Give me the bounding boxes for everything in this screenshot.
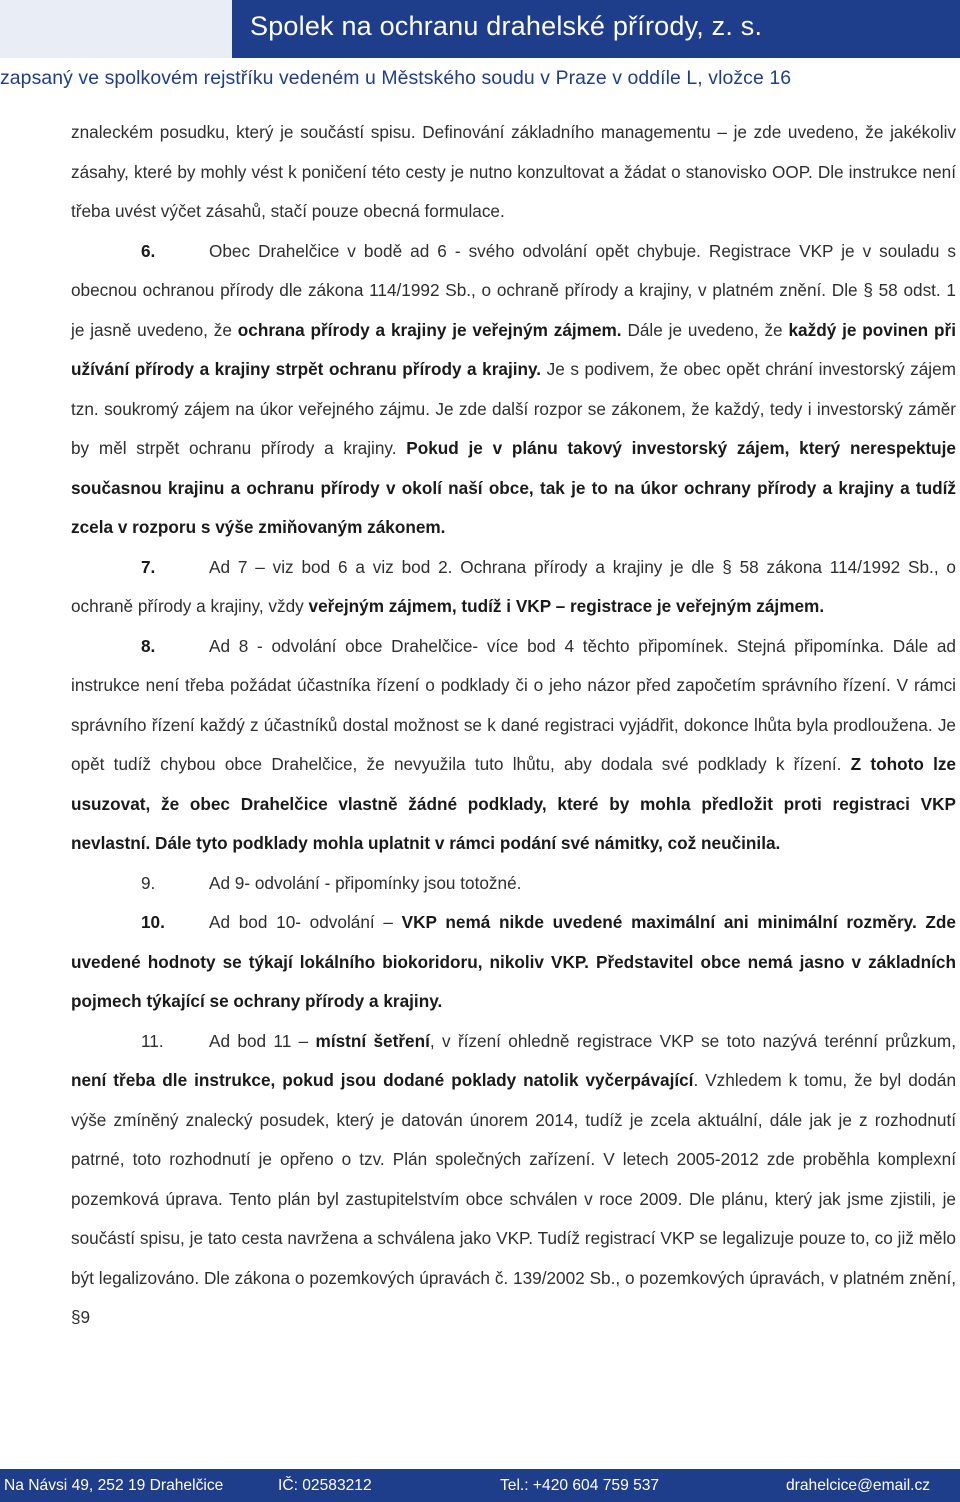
paragraph-item-8: 8. Ad 8 - odvolání obce Drahelčice- více bod 4 těchto připomínek. Stejná připomínka. Dále ad instrukce není třeba požádat účastníka řízení o podklady či o jeho názor před započetím správního řízení. V rámci správního řízení každý z účastníků dostal možnost se k dané registraci vyjádřit, dokonce lhůta byla prodloužena. Je opět tudíž chybou obce Drahelčice, že nevyužila tuto lhůtu, aby dodala své podklady k řízení. Z tohoto lze usuzovat, že obec Drahelčice vlastně žádné podklady, které by mohla předložit proti registraci VKP nevlastní. Dále tyto podklady mohla uplatnit v rámci podání své námitky, což neučinila. [71, 627, 956, 864]
item-number: 11. [141, 1030, 164, 1051]
footer-address: Na Návsi 49, 252 19 Drahelčice [4, 1477, 224, 1494]
paragraph-item-10: 10. Ad bod 10- odvolání – VKP nemá nikde uvedené maximální ani minimální rozměry. Zde uvedené hodnoty se týkají lokálního biokoridoru, nikoliv VKP. Představitel obce nemá jasno v základních pojmech týkající se ochrany přírody a krajiny. [71, 903, 956, 1022]
item-number: 7. [141, 556, 156, 577]
letterhead [0, 0, 960, 98]
registry-note: zapsaný ve spolkovém rejstříku vedeném u Městského soudu v Praze v oddíle L, vložce 16 [0, 67, 792, 89]
paragraph-item-11: 11. Ad bod 11 – místní šetření, v řízení ohledně registrace VKP se toto nazývá terénní průzkum, není třeba dle instrukce, pokud jsou dodané poklady natolik vyčerpávající. Vzhledem k tomu, že byl dodán výše zmíněný znalecký posudek, který je datován únorem 2014, tudíž je zcela aktuální, dále jak je z rozhodnutí patrné, toto rozhodnutí je opřeno o tzv. Plán společných zařízení. V letech 2005-2012 zde proběhla komplexní pozemková úprava. Tento plán byl zastupitelstvím obce schválen v roce 2009. Dle plánu, který jak jsme zjistili, je součástí spisu, je tato cesta navržena a schválena jako VKP. Tudíž registrací VKP se legalizuje pouze to, co již mělo být legalizováno. Dle zákona o pozemkových úpravách č. 139/2002 Sb., o pozemkových úpravách, v platném znění, §9 [71, 1022, 956, 1338]
paragraph-item-6: 6. Obec Drahelčice v bodě ad 6 - svého odvolání opět chybuje. Registrace VKP je v souladu s obecnou ochranou přírody dle zákona 114/1992 Sb., o ochraně přírody a krajiny, v platném znění. Dle § 58 odst. 1 je jasně uvedeno, že ochrana přírody a krajiny je veřejným zájmem. Dále je uvedeno, že každý je povinen při užívání přírody a krajiny strpět ochranu přírody a krajiny. Je s podivem, že obec opět chrání investorský zájem tzn. soukromý zájem na úkor veřejného zájmu. Je zde další rozpor se zákonem, že každý, tedy i investorský záměr by měl strpět ochranu přírody a krajiny. Pokud je v plánu takový investorský zájem, který nerespektuje současnou krajinu a ochranu přírody v okolí naší obce, tak je to na úkor ochrany přírody a krajiny a tudíž zcela v rozporu s výše zmiňovaným zákonem. [71, 232, 956, 548]
paragraph-item-7: 7. Ad 7 – viz bod 6 a viz bod 2. Ochrana přírody a krajiny je dle § 58 zákona 114/1992 Sb., o ochraně přírody a krajiny, vždy veřejným zájmem, tudíž i VKP – registrace je veřejným zájmem. [71, 548, 956, 627]
item-number: 9. [141, 872, 156, 893]
item-number: 8. [141, 635, 156, 656]
footer-phone: Tel.: +420 604 759 537 [500, 1477, 660, 1494]
item-number: 10. [141, 912, 165, 932]
item-number: 6. [141, 240, 156, 261]
footer-ic: IČ: 02583212 [278, 1477, 372, 1494]
logo-area [0, 0, 232, 58]
paragraph-item-9: 9. Ad 9- odvolání - připomínky jsou totožné. [71, 864, 956, 904]
letterhead-footer [0, 1469, 960, 1502]
document-body [71, 113, 956, 1338]
footer-email: drahelcice@email.cz [786, 1477, 931, 1494]
paragraph-continuation: znaleckém posudku, který je součástí spisu. Definování základního managementu – je zde uvedeno, že jakékoliv zásahy, které by mohly vést k poničení této cesty je nutno konzultovat a žádat o stanovisko OOP. Dle instrukce není třeba uvést výčet zásahů, stačí pouze obecná formulace. [71, 122, 956, 221]
organization-name: Spolek na ochranu drahelské přírody, z. s. [250, 11, 763, 41]
